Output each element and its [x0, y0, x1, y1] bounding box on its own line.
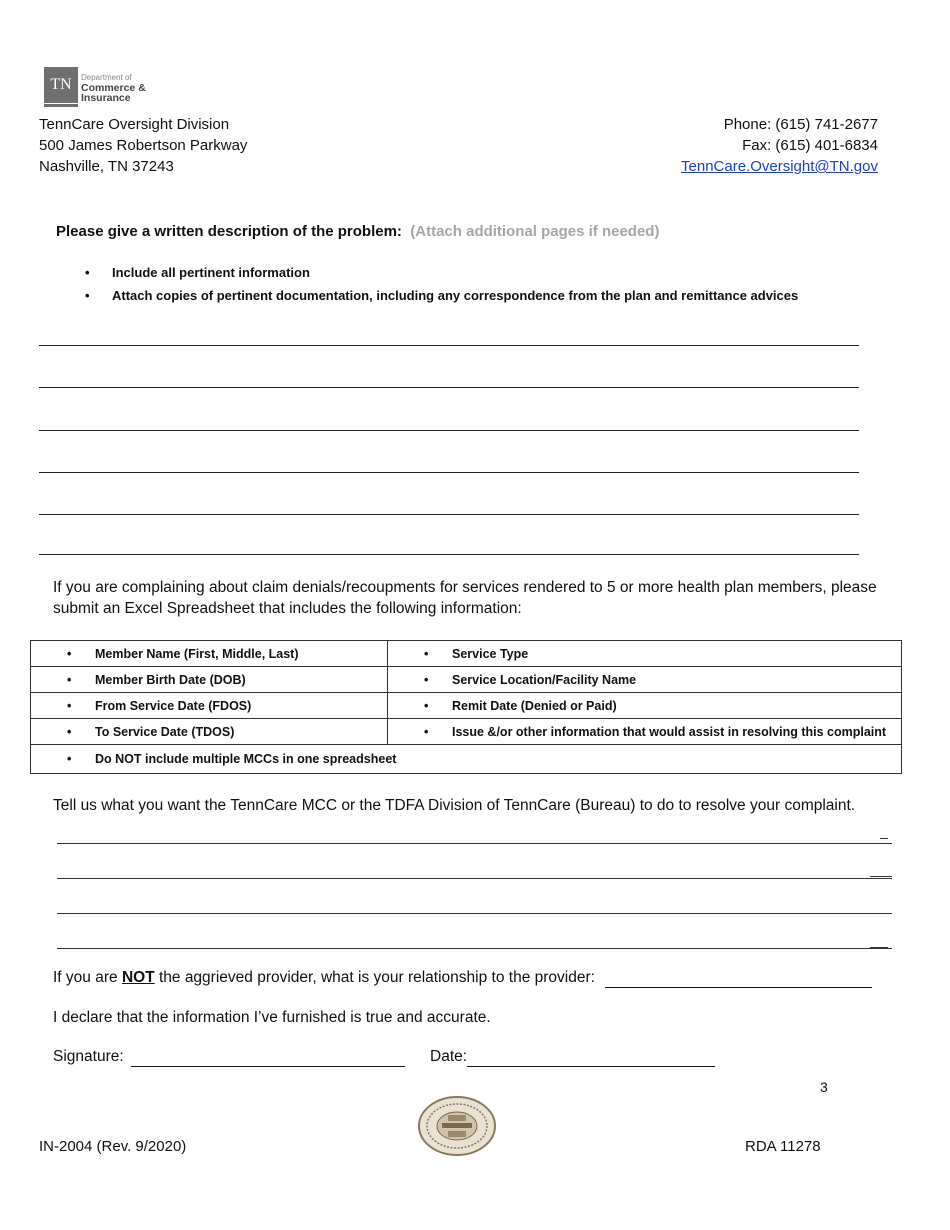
cell-text: Service Location/Facility Name — [452, 672, 637, 687]
cell-text: Remit Date (Denied or Paid) — [452, 698, 617, 713]
resolution-prompt: Tell us what you want the TennCare MCC or the TDFA Division of TennCare (Bureau) to do to resolve your complaint. — [53, 797, 856, 814]
relationship-suffix: the aggrieved provider, what is your relationship to the provider: — [154, 969, 595, 986]
table-cell: • From Service Date (FDOS) — [31, 693, 388, 719]
cell-text: To Service Date (TDOS) — [95, 724, 235, 739]
state-seal-icon — [418, 1096, 496, 1156]
signature-input[interactable] — [131, 1066, 405, 1067]
spreadsheet-intro: If you are complaining about claim denials/recoupments for services rendered to 5 or more health plan members, please submit an Excel Spreadsheet that includes the following information: — [53, 579, 877, 617]
form-id: IN-2004 (Rev. 9/2020) — [39, 1138, 187, 1155]
spreadsheet-requirements-table — [30, 640, 902, 774]
signature-label: Signature: — [53, 1048, 124, 1065]
cell-text: Member Name (First, Middle, Last) — [95, 646, 299, 661]
department-logo-text — [81, 73, 146, 103]
table-row — [31, 693, 902, 719]
line-tail — [880, 838, 888, 839]
tn-logo-mark: TN — [44, 67, 78, 103]
email-link[interactable]: TennCare.Oversight@TN.gov — [681, 158, 878, 175]
description-line[interactable] — [39, 554, 859, 555]
table-cell: • Member Birth Date (DOB) — [31, 667, 388, 693]
table-cell: • Member Name (First, Middle, Last) — [31, 641, 388, 667]
bullet-text: Include all pertinent information — [112, 265, 310, 280]
line-tail — [870, 947, 888, 948]
page-number: 3 — [820, 1079, 828, 1095]
table-cell: • To Service Date (TDOS) — [31, 719, 388, 745]
relationship-input[interactable] — [605, 987, 872, 988]
cell-text: Do NOT include multiple MCCs in one spreadsheet — [95, 752, 397, 766]
description-note: (Attach additional pages if needed) — [410, 223, 660, 240]
relationship-prefix: If you are — [53, 969, 122, 986]
table-cell: • Do NOT include multiple MCCs in one spreadsheet — [31, 745, 902, 774]
description-line[interactable] — [39, 345, 859, 346]
resolution-line[interactable] — [57, 843, 892, 844]
phone-number: Phone: (615) 741-2677 — [723, 116, 878, 133]
date-input[interactable] — [467, 1066, 715, 1067]
table-row — [31, 745, 902, 774]
table-cell: • Issue &/or other information that would assist in resolving this complaint — [388, 719, 902, 745]
description-line[interactable] — [39, 430, 859, 431]
table-row — [31, 641, 902, 667]
table-cell: • Service Location/Facility Name — [388, 667, 902, 693]
table-row — [31, 719, 902, 745]
resolution-line[interactable] — [57, 948, 892, 949]
address-line3: Nashville, TN 37243 — [39, 158, 174, 175]
declaration-text: I declare that the information I’ve furnished is true and accurate. — [53, 1009, 491, 1026]
line-tail — [870, 876, 892, 877]
cell-text: From Service Date (FDOS) — [95, 698, 252, 713]
cell-text: Service Type — [452, 646, 529, 661]
bullet-item: • Include all pertinent information — [85, 265, 310, 280]
address-line2: 500 James Robertson Parkway — [39, 137, 248, 154]
description-line[interactable] — [39, 387, 859, 388]
resolution-line[interactable] — [57, 913, 892, 914]
relationship-emphasis: NOT — [121, 969, 155, 986]
description-heading — [56, 223, 659, 240]
resolution-line[interactable] — [57, 878, 892, 879]
address-line1: TennCare Oversight Division — [39, 116, 230, 133]
table-row — [31, 667, 902, 693]
cell-text: Member Birth Date (DOB) — [95, 672, 246, 687]
line-tail — [870, 913, 890, 914]
bullet-item: • Attach copies of pertinent documentation, including any correspondence from the plan and remittance advices — [85, 288, 799, 303]
relationship-question — [53, 969, 595, 987]
table-cell: • Service Type — [388, 641, 902, 667]
logo-line2: Commerce & — [81, 82, 146, 94]
logo-underline — [44, 104, 78, 107]
description-line[interactable] — [39, 514, 859, 515]
description-line[interactable] — [39, 472, 859, 473]
table-cell: • Remit Date (Denied or Paid) — [388, 693, 902, 719]
logo-line3: Insurance — [81, 92, 131, 104]
rda-number: RDA 11278 — [745, 1138, 821, 1155]
bullet-text: Attach copies of pertinent documentation, including any correspondence from the plan and remittance advices — [112, 288, 799, 303]
description-heading-text: Please give a written description of the problem: — [56, 223, 402, 240]
cell-text: Issue &/or other information that would assist in resolving this complaint — [452, 724, 887, 739]
date-label: Date: — [430, 1048, 468, 1065]
fax-number: Fax: (615) 401-6834 — [742, 137, 878, 154]
logo-line1: Department of — [81, 73, 132, 82]
